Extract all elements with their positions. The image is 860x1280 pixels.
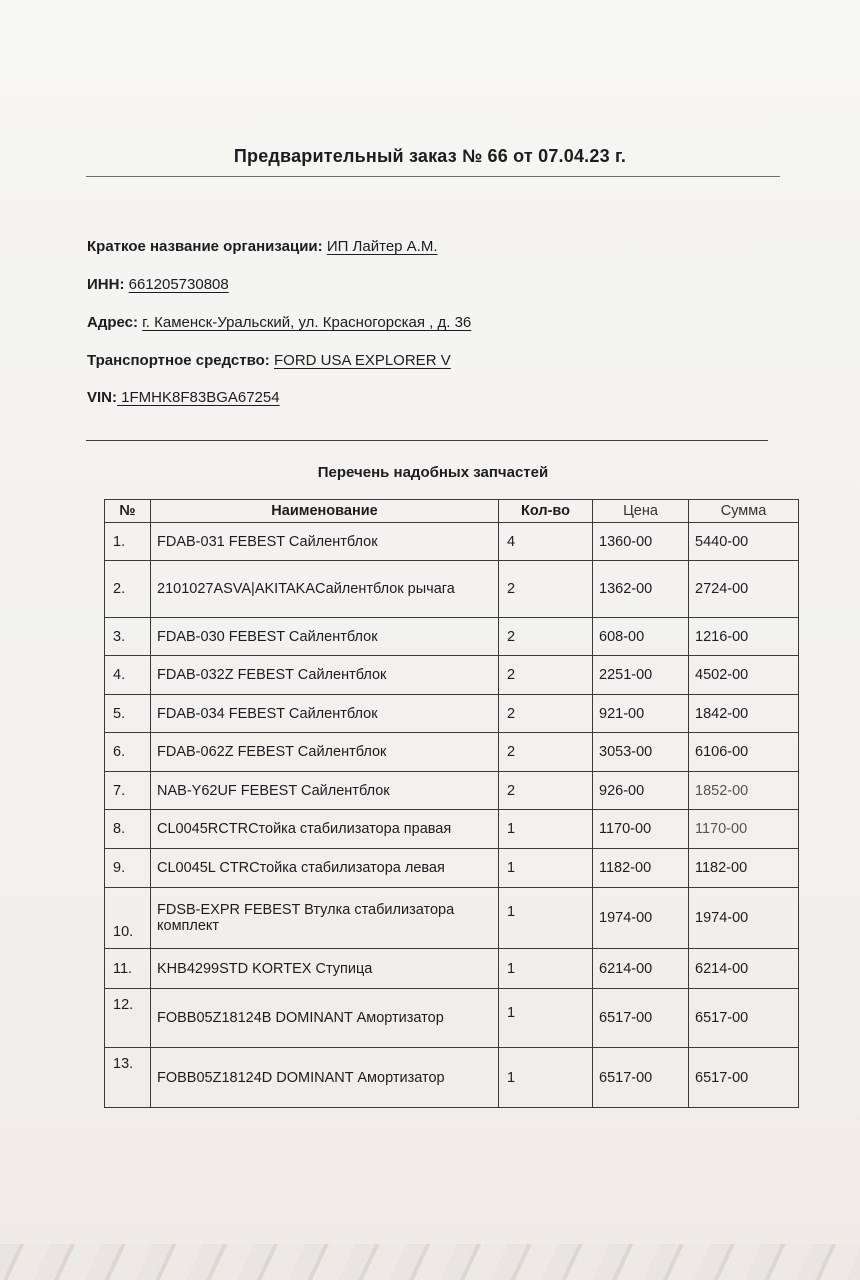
row-name: 2101027ASVA|AKITAKAСайлентблок рычага — [151, 561, 499, 618]
row-num: 6. — [105, 733, 151, 772]
row-name: CL0045L CTRCтойка стабилизатора левая — [151, 849, 499, 888]
inn-field — [87, 276, 229, 293]
table-row — [105, 523, 799, 561]
row-name: FDAB-031 FEBEST Сайлентблок — [151, 523, 499, 561]
row-price: 1974-00 — [593, 888, 689, 949]
row-sum: 4502-00 — [689, 656, 799, 695]
row-price: 926-00 — [593, 772, 689, 810]
vin-field — [87, 389, 280, 406]
row-qty: 2 — [499, 618, 593, 656]
row-num: 2. — [105, 561, 151, 618]
row-qty: 2 — [499, 695, 593, 733]
address-label: Адрес: — [87, 314, 138, 331]
row-price: 6214-00 — [593, 949, 689, 989]
row-name: FDAB-030 FEBEST Сайлентблок — [151, 618, 499, 656]
vin-label: VIN: — [87, 389, 117, 406]
column-header-sum: Сумма — [689, 500, 799, 523]
row-qty: 1 — [499, 849, 593, 888]
inn-value: 661205730808 — [128, 276, 229, 293]
column-header-qty: Кол-во — [499, 500, 593, 523]
row-num: 1. — [105, 523, 151, 561]
org-field — [87, 238, 438, 255]
table-row — [105, 772, 799, 810]
row-sum: 1974-00 — [689, 888, 799, 949]
table-row — [105, 695, 799, 733]
row-qty: 4 — [499, 523, 593, 561]
table-row — [105, 949, 799, 989]
row-qty: 1 — [499, 1048, 593, 1108]
row-qty: 2 — [499, 656, 593, 695]
row-sum: 5440-00 — [689, 523, 799, 561]
row-name: FOBB05Z18124D DOMINANT Амортизатор — [151, 1048, 499, 1108]
row-price: 1362-00 — [593, 561, 689, 618]
row-price: 6517-00 — [593, 1048, 689, 1108]
row-sum: 2724-00 — [689, 561, 799, 618]
table-row — [105, 1048, 799, 1108]
table-row — [105, 888, 799, 949]
vin-value: 1FMHK8F83BGA67254 — [117, 389, 280, 406]
address-field — [87, 314, 471, 331]
row-num: 8. — [105, 810, 151, 849]
parts-table — [104, 499, 799, 1108]
row-num: 3. — [105, 618, 151, 656]
row-price: 608-00 — [593, 618, 689, 656]
row-price: 6517-00 — [593, 989, 689, 1048]
row-qty: 1 — [499, 810, 593, 849]
vehicle-label: Транспортное средство: — [87, 352, 270, 369]
row-sum: 6214-00 — [689, 949, 799, 989]
row-price: 3053-00 — [593, 733, 689, 772]
page-title: Предварительный заказ № 66 от 07.04.23 г. — [233, 146, 627, 166]
row-qty: 1 — [499, 888, 593, 949]
table-row — [105, 849, 799, 888]
title-rule — [86, 176, 780, 177]
row-num: 5. — [105, 695, 151, 733]
row-num: 10. — [105, 888, 151, 949]
row-price: 1170-00 — [593, 810, 689, 849]
column-header-name: Наименование — [151, 500, 499, 523]
table-header-row — [105, 500, 799, 523]
row-qty: 2 — [499, 733, 593, 772]
row-name: FOBB05Z18124B DOMINANT Амортизатор — [151, 989, 499, 1048]
row-qty: 1 — [499, 989, 593, 1048]
row-sum: 6517-00 — [689, 989, 799, 1048]
table-row — [105, 989, 799, 1048]
vehicle-field — [87, 352, 451, 369]
org-value: ИП Лайтер А.М. — [326, 238, 438, 255]
row-sum: 1852-00 — [689, 772, 799, 810]
row-qty: 2 — [499, 772, 593, 810]
row-num: 11. — [105, 949, 151, 989]
row-sum: 6106-00 — [689, 733, 799, 772]
section-divider — [86, 440, 768, 441]
table-row — [105, 618, 799, 656]
vehicle-value: FORD USA EXPLORER V — [273, 352, 451, 369]
row-qty: 2 — [499, 561, 593, 618]
row-price: 921-00 — [593, 695, 689, 733]
row-price: 1360-00 — [593, 523, 689, 561]
row-name: NAB-Y62UF FEBEST Сайлентблок — [151, 772, 499, 810]
row-sum: 1170-00 — [689, 810, 799, 849]
row-num: 13. — [105, 1048, 151, 1108]
row-sum: 1842-00 — [689, 695, 799, 733]
table-row — [105, 810, 799, 849]
row-sum: 1182-00 — [689, 849, 799, 888]
row-num: 7. — [105, 772, 151, 810]
row-name: KHB4299STD KORTEX Ступица — [151, 949, 499, 989]
inn-label: ИНН: — [87, 276, 125, 293]
row-price: 1182-00 — [593, 849, 689, 888]
row-name: CL0045RCTRCтойка стабилизатора правая — [151, 810, 499, 849]
row-sum: 6517-00 — [689, 1048, 799, 1108]
parts-list-title: Перечень надобных запчастей — [317, 464, 549, 481]
row-num: 4. — [105, 656, 151, 695]
column-header-price: Цена — [593, 500, 689, 523]
row-price: 2251-00 — [593, 656, 689, 695]
table-row — [105, 561, 799, 618]
row-name: FDSB-EXPR FEBEST Втулка стабилизатора комплект — [151, 888, 499, 949]
row-num: 9. — [105, 849, 151, 888]
table-row — [105, 656, 799, 695]
address-value: г. Каменск-Уральский, ул. Красногорская , д. 36 — [142, 314, 472, 331]
row-name: FDAB-032Z FEBEST Сайлентблок — [151, 656, 499, 695]
column-header-num: № — [105, 500, 151, 523]
table-row — [105, 733, 799, 772]
row-name: FDAB-062Z FEBEST Сайлентблок — [151, 733, 499, 772]
row-name: FDAB-034 FEBEST Сайлентблок — [151, 695, 499, 733]
row-num: 12. — [105, 989, 151, 1048]
row-sum: 1216-00 — [689, 618, 799, 656]
org-label: Краткое название организации: — [87, 238, 323, 255]
row-qty: 1 — [499, 949, 593, 989]
page-edge-pattern — [0, 1244, 860, 1280]
